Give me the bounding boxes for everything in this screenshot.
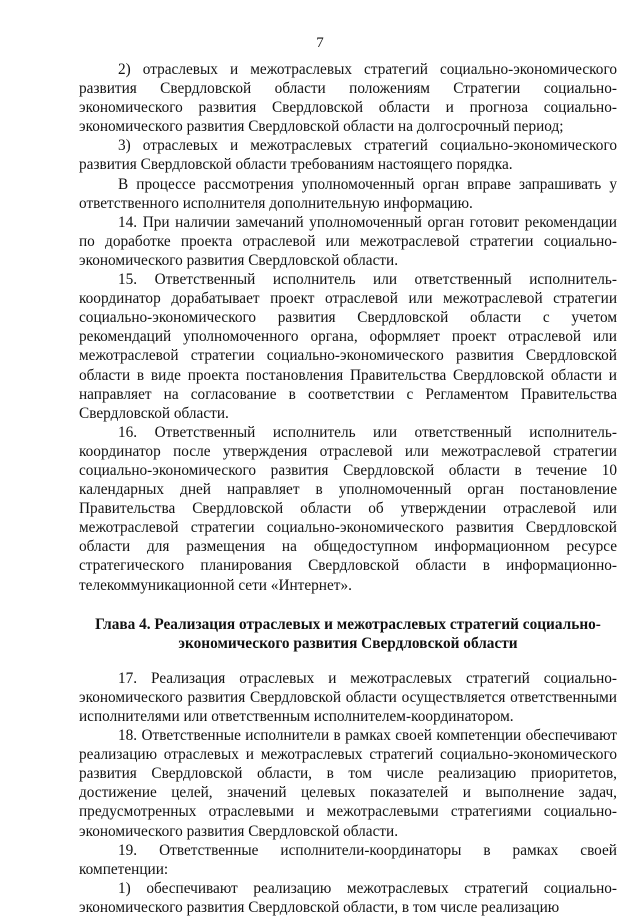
paragraph-16: 16. Ответственный исполнитель или ответственный исполнитель-координатор после утверждения отраслевой или межотраслевой стратегии социально-экономического развития Свердловской области в течение 10 календарных дней направляет в уполномоченный орган постановление Правительства Свердловской области об утверждении отраслевой или межотраслевой стратегии социально-экономического развития Свердловской области для размещения на общедоступном информационном ресурсе стратегического планирования Свердловской области в информационно-телекоммуникационной сети «Интернет». (79, 423, 617, 594)
paragraph-18: 18. Ответственные исполнители в рамках своей компетенции обеспечивают реализацию отраслевых и межотраслевых стратегий социально-экономического развития Свердловской области, в том числе реализацию приоритетов, достижение целей, значений целевых показателей и выполнение задач, предусмотренных отраслевыми и межотраслевыми стратегиями социально-экономического развития Свердловской области. (79, 727, 617, 840)
document-body (79, 60, 617, 917)
paragraph-review-info: В процессе рассмотрения уполномоченный орган вправе запрашивать у ответственного исполнителя дополнительную информацию. (79, 175, 617, 212)
paragraph-15: 15. Ответственный исполнитель или ответственный исполнитель-координатор дорабатывает проект отраслевой или межотраслевой стратегии социально-экономического развития Свердловской области с учетом рекомендаций уполномоченного органа, оформляет проект отраслевой или межотраслевой стратегии социально-экономического развития Свердловской области в виде проекта постановления Правительства Свердловской области и направляет на согласование в соответствии с Регламентом Правительства Свердловской области. (79, 271, 617, 422)
paragraph-14: 14. При наличии замечаний уполномоченный орган готовит рекомендации по доработке проекта отраслевой или межотраслевой стратегии социально-экономического развития Свердловской области. (79, 213, 617, 269)
paragraph-item-3: 3) отраслевых и межотраслевых стратегий социально-экономического развития Свердловской области требованиям настоящего порядка. (79, 137, 617, 174)
paragraph-19: 19. Ответственные исполнители-координаторы в рамках своей компетенции: (79, 841, 617, 878)
paragraph-17: 17. Реализация отраслевых и межотраслевых стратегий социально-экономического развития Свердловской области осуществляется ответственными исполнителями или ответственным исполнителем-координатором. (79, 669, 617, 725)
page-number: 7 (316, 35, 324, 51)
chapter-4-heading: Глава 4. Реализация отраслевых и межотраслевых стратегий социально- экономического развития Свердловской области (95, 615, 601, 652)
paragraph-19-item-1: 1) обеспечивают реализацию межотраслевых стратегий социально-экономического развития Свердловской области, в том числе реализацию (79, 879, 617, 916)
paragraph-item-2: 2) отраслевых и межотраслевых стратегий социально-экономического развития Свердловской области положениям Стратегии социально-экономического развития Свердловской области и прогноза социально-экономического развития Свердловской области на долгосрочный период; (79, 61, 617, 136)
